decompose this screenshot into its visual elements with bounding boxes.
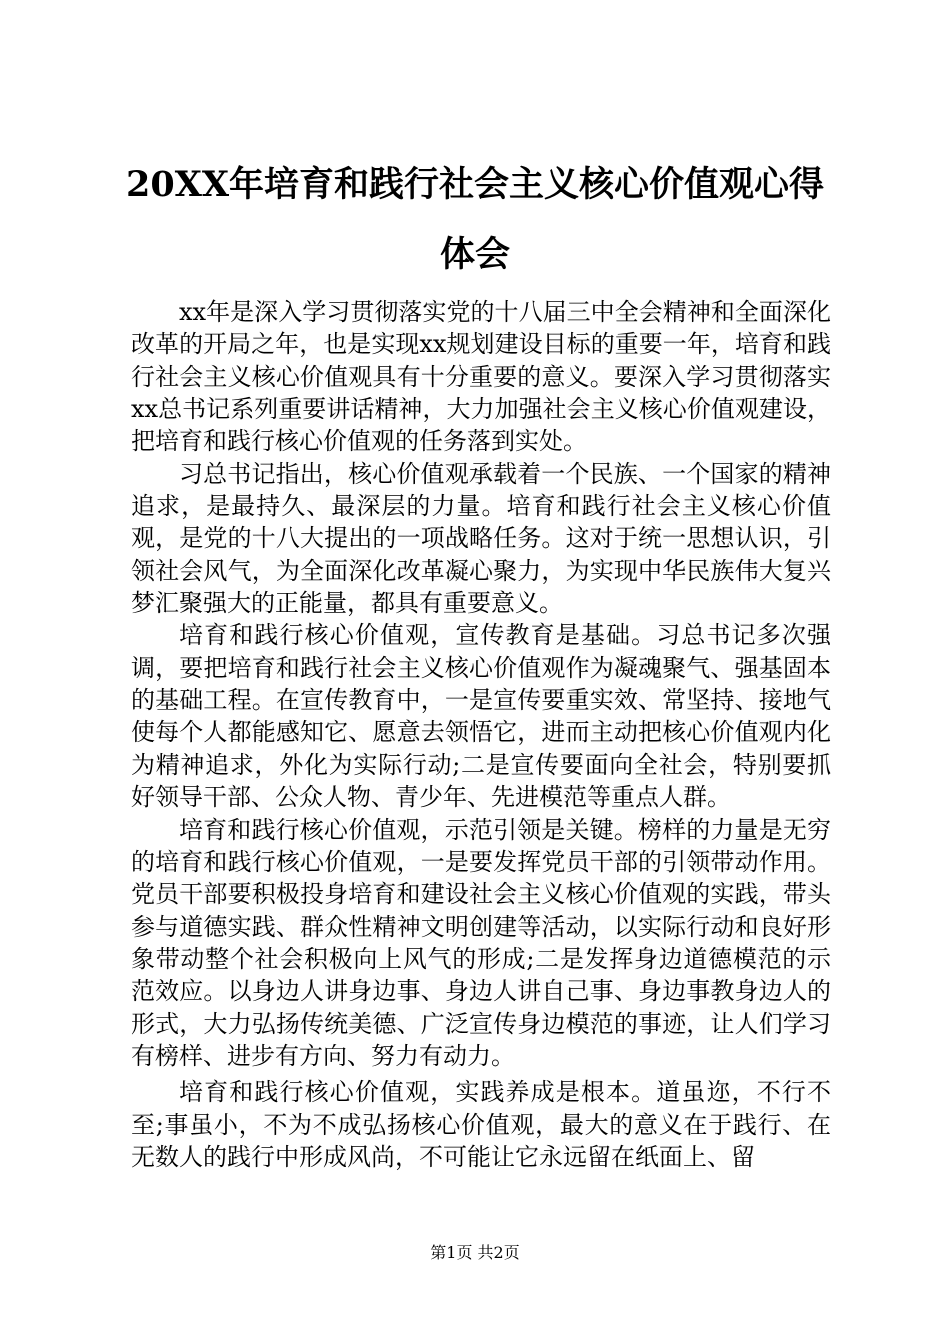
document-title-line-1: 20XX年培育和践行社会主义核心价值观心得 [125, 164, 825, 205]
body-paragraph-4: 培育和践行核心价值观，示范引领是关键。榜样的力量是无穷的培育和践行核心价值观，一是要发挥党员干部的引领带动作用。党员干部要积极投身培育和建设社会主义核心价值观的实践，带头参与道德实践、群众性精神文明创建等活动，以实际行动和良好形象带动整个社会积极向上风气的形成;二是发挥身边道德模范的示范效应。以身边人讲身边事、身边人讲自己事、身边事教身边人的形式，大力弘扬传统美德、广泛宣传身边模范的事迹，让人们学习有榜样、进步有方向、努力有动力。 [131, 815, 831, 1070]
page-number-footer: 第1页 共2页 [430, 1243, 520, 1262]
document-body [131, 296, 831, 1173]
document-title-line-2: 体会 [439, 234, 510, 275]
body-paragraph-2: 习总书记指出，核心价值观承载着一个民族、一个国家的精神追求，是最持久、最深层的力量。培育和践行社会主义核心价值观，是党的十八大提出的一项战略任务。这对于统一思想认识，引领社会风气，为全面深化改革凝心聚力，为实现中华民族伟大复兴梦汇聚强大的正能量，都具有重要意义。 [131, 459, 831, 618]
body-paragraph-5: 培育和践行核心价值观，实践养成是根本。道虽迩，不行不至;事虽小，不为不成弘扬核心价值观，最大的意义在于践行、在无数人的践行中形成风尚，不可能让它永远留在纸面上、留 [131, 1078, 831, 1171]
body-paragraph-1: xx年是深入学习贯彻落实党的十八届三中全会精神和全面深化改革的开局之年，也是实现xx规划建设目标的重要一年，培育和践行社会主义核心价值观具有十分重要的意义。要深入学习贯彻落实xx总书记系列重要讲话精神，大力加强社会主义核心价值观建设，把培育和践行核心价值观的任务落到实处。 [131, 298, 831, 456]
body-paragraph-3: 培育和践行核心价值观，宣传教育是基础。习总书记多次强调，要把培育和践行社会主义核心价值观作为凝魂聚气、强基固本的基础工程。在宣传教育中，一是宣传要重实效、常坚持、接地气使每个人都能感知它、愿意去领悟它，进而主动把核心价值观内化为精神追求，外化为实际行动;二是宣传要面向全社会，特别要抓好领导干部、公众人物、青少年、先进模范等重点人群。 [131, 621, 831, 812]
